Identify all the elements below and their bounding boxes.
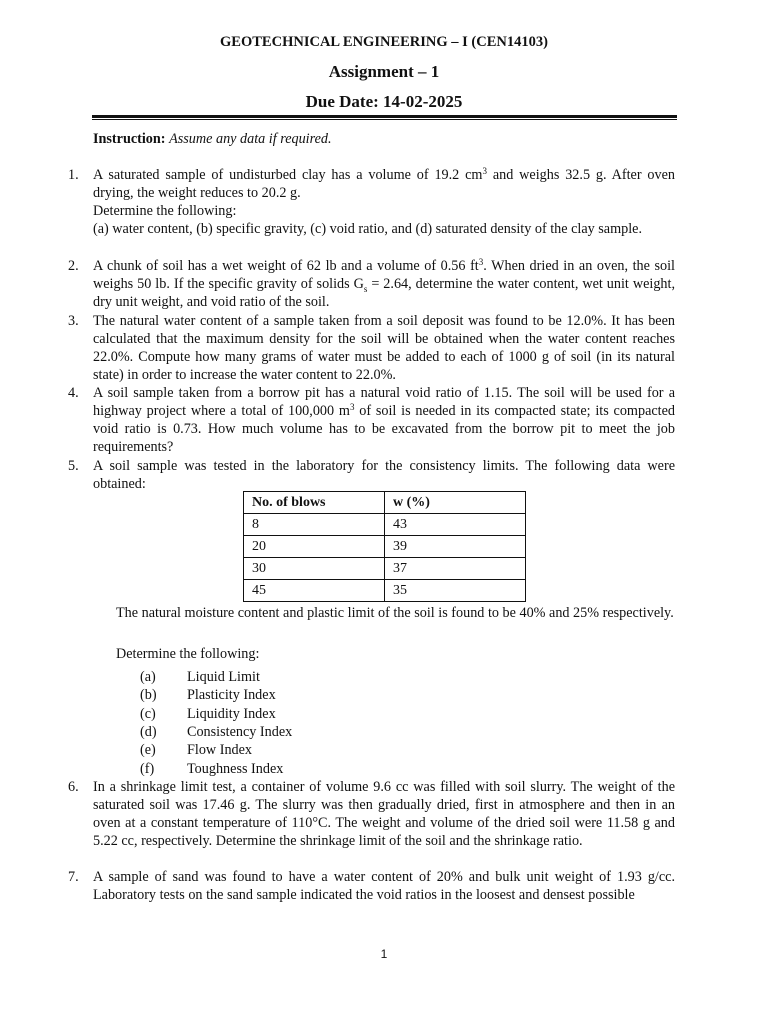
due-date: Due Date: 14-02-2025	[305, 92, 463, 111]
table-cell: 35	[385, 580, 526, 602]
q4-text-b: of soil is needed in its compacted state; its compacted void ratio is 0.73. How much volume has to be excavated from the borrow pit to meet the job requirements?	[93, 403, 675, 455]
q5-text: A soil sample was tested in the laboratory for the consistency limits. The following data were obtained:	[93, 458, 675, 492]
table-header-row	[244, 492, 526, 514]
option-f	[140, 760, 283, 778]
q6-text: In a shrinkage limit test, a container of volume 9.6 cc was filled with soil slurry. The weight of the saturated soil was 17.46 g. The slurry was then gradually dried, first in atmosphere and then in an oven at a constant temperature of 110°C. The weight and volume of the dried soil were 11.58 g and 5.22 cc, respectively. Determine the shrinkage limit of the soil and the shrinkage ratio.	[93, 779, 675, 849]
option-label: (a)	[140, 669, 156, 685]
table-cell: 43	[385, 514, 526, 536]
table-row	[244, 558, 526, 580]
question-3	[68, 312, 675, 384]
table-header-cell: w (%)	[385, 492, 526, 514]
q5-determine: Determine the following:	[116, 646, 260, 662]
question-4	[68, 384, 675, 456]
course-title: GEOTECHNICAL ENGINEERING – I (CEN14103)	[220, 34, 548, 50]
q1-determine: Determine the following:	[93, 203, 237, 219]
table-cell: 37	[385, 558, 526, 580]
q2-sup: 3	[478, 257, 484, 267]
question-number: 6.	[68, 779, 79, 795]
option-a	[140, 668, 260, 686]
option-label: (b)	[140, 687, 157, 703]
question-7	[68, 868, 675, 904]
q1-text-a: A saturated sample of undisturbed clay has a volume of 19.2 cm	[93, 167, 483, 183]
instruction	[93, 130, 332, 148]
option-text: Consistency Index	[187, 724, 293, 740]
q2-text-b: . When dried in an oven, the soil weighs 50 lb. If the specific gravity of solids G	[93, 258, 675, 292]
q7-text: A sample of sand was found to have a water content of 20% and bulk unit weight of 1.93 g/cc. Laboratory tests on the sand sample indicated the void ratios in the loosest and densest possible	[93, 869, 675, 903]
q4-text-a: A soil sample taken from a borrow pit has a natural void ratio of 1.15. The soil will be used for a highway project where a total of 100,000 m	[93, 385, 675, 419]
header-rule-thick	[92, 115, 677, 118]
question-6	[68, 778, 675, 850]
question-number: 2.	[68, 258, 79, 274]
q5-note: The natural moisture content and plastic limit of the soil is found to be 40% and 25% respectively.	[116, 605, 674, 621]
instruction-label: Instruction:	[93, 131, 166, 147]
table-cell: 8	[244, 514, 385, 536]
table-cell: 20	[244, 536, 385, 558]
question-number: 3.	[68, 313, 79, 329]
option-text: Plasticity Index	[187, 687, 276, 703]
option-e	[140, 741, 252, 759]
question-number: 7.	[68, 869, 79, 885]
q2-text-c: = 2.64, determine the water content, wet unit weight, dry unit weight, and void ratio of the soil.	[93, 276, 675, 310]
option-text: Liquidity Index	[187, 706, 276, 722]
question-number: 4.	[68, 385, 79, 401]
table-row	[244, 514, 526, 536]
q3-text: The natural water content of a sample taken from a soil deposit was found to be 12.0%. It has been calculated that the maximum density for the soil will be obtained when the water content reaches 22.0%. Compute how many grams of water must be added to each of 1000 g of soil (in its natural state) in order to increase the water content to 22.0%.	[93, 313, 675, 383]
consistency-limits-table	[243, 491, 526, 602]
option-b	[140, 686, 276, 704]
q4-sup: 3	[349, 402, 355, 412]
table-cell: 45	[244, 580, 385, 602]
q1-parts: (a) water content, (b) specific gravity, (c) void ratio, and (d) saturated density of the clay sample.	[93, 221, 643, 237]
table-header-cell: No. of blows	[244, 492, 385, 514]
q1-text-b: and weighs 32.5 g. After oven drying, the weight reduces to 20.2 g.	[93, 167, 675, 201]
option-label: (e)	[140, 742, 156, 758]
page-number: 1	[380, 947, 388, 961]
q2-text-a: A chunk of soil has a wet weight of 62 lb and a volume of 0.56 ft	[93, 258, 479, 274]
option-label: (f)	[140, 761, 155, 777]
option-label: (c)	[140, 706, 156, 722]
option-text: Toughness Index	[187, 761, 284, 777]
question-2	[68, 257, 675, 311]
table-row	[244, 536, 526, 558]
instruction-text: Assume any data if required.	[169, 131, 332, 147]
header-rule-thin	[92, 119, 677, 120]
q1-sup: 3	[482, 166, 487, 176]
table-cell: 39	[385, 536, 526, 558]
question-5	[68, 457, 675, 493]
question-number: 5.	[68, 458, 79, 474]
option-text: Liquid Limit	[187, 669, 260, 685]
question-1	[68, 166, 675, 238]
option-label: (d)	[140, 724, 157, 740]
question-number: 1.	[68, 167, 79, 183]
q2-sub: s	[363, 283, 368, 294]
option-d	[140, 723, 292, 741]
option-text: Flow Index	[187, 742, 253, 758]
table-cell: 30	[244, 558, 385, 580]
table-row	[244, 580, 526, 602]
option-c	[140, 705, 276, 723]
assignment-title: Assignment – 1	[328, 62, 440, 81]
